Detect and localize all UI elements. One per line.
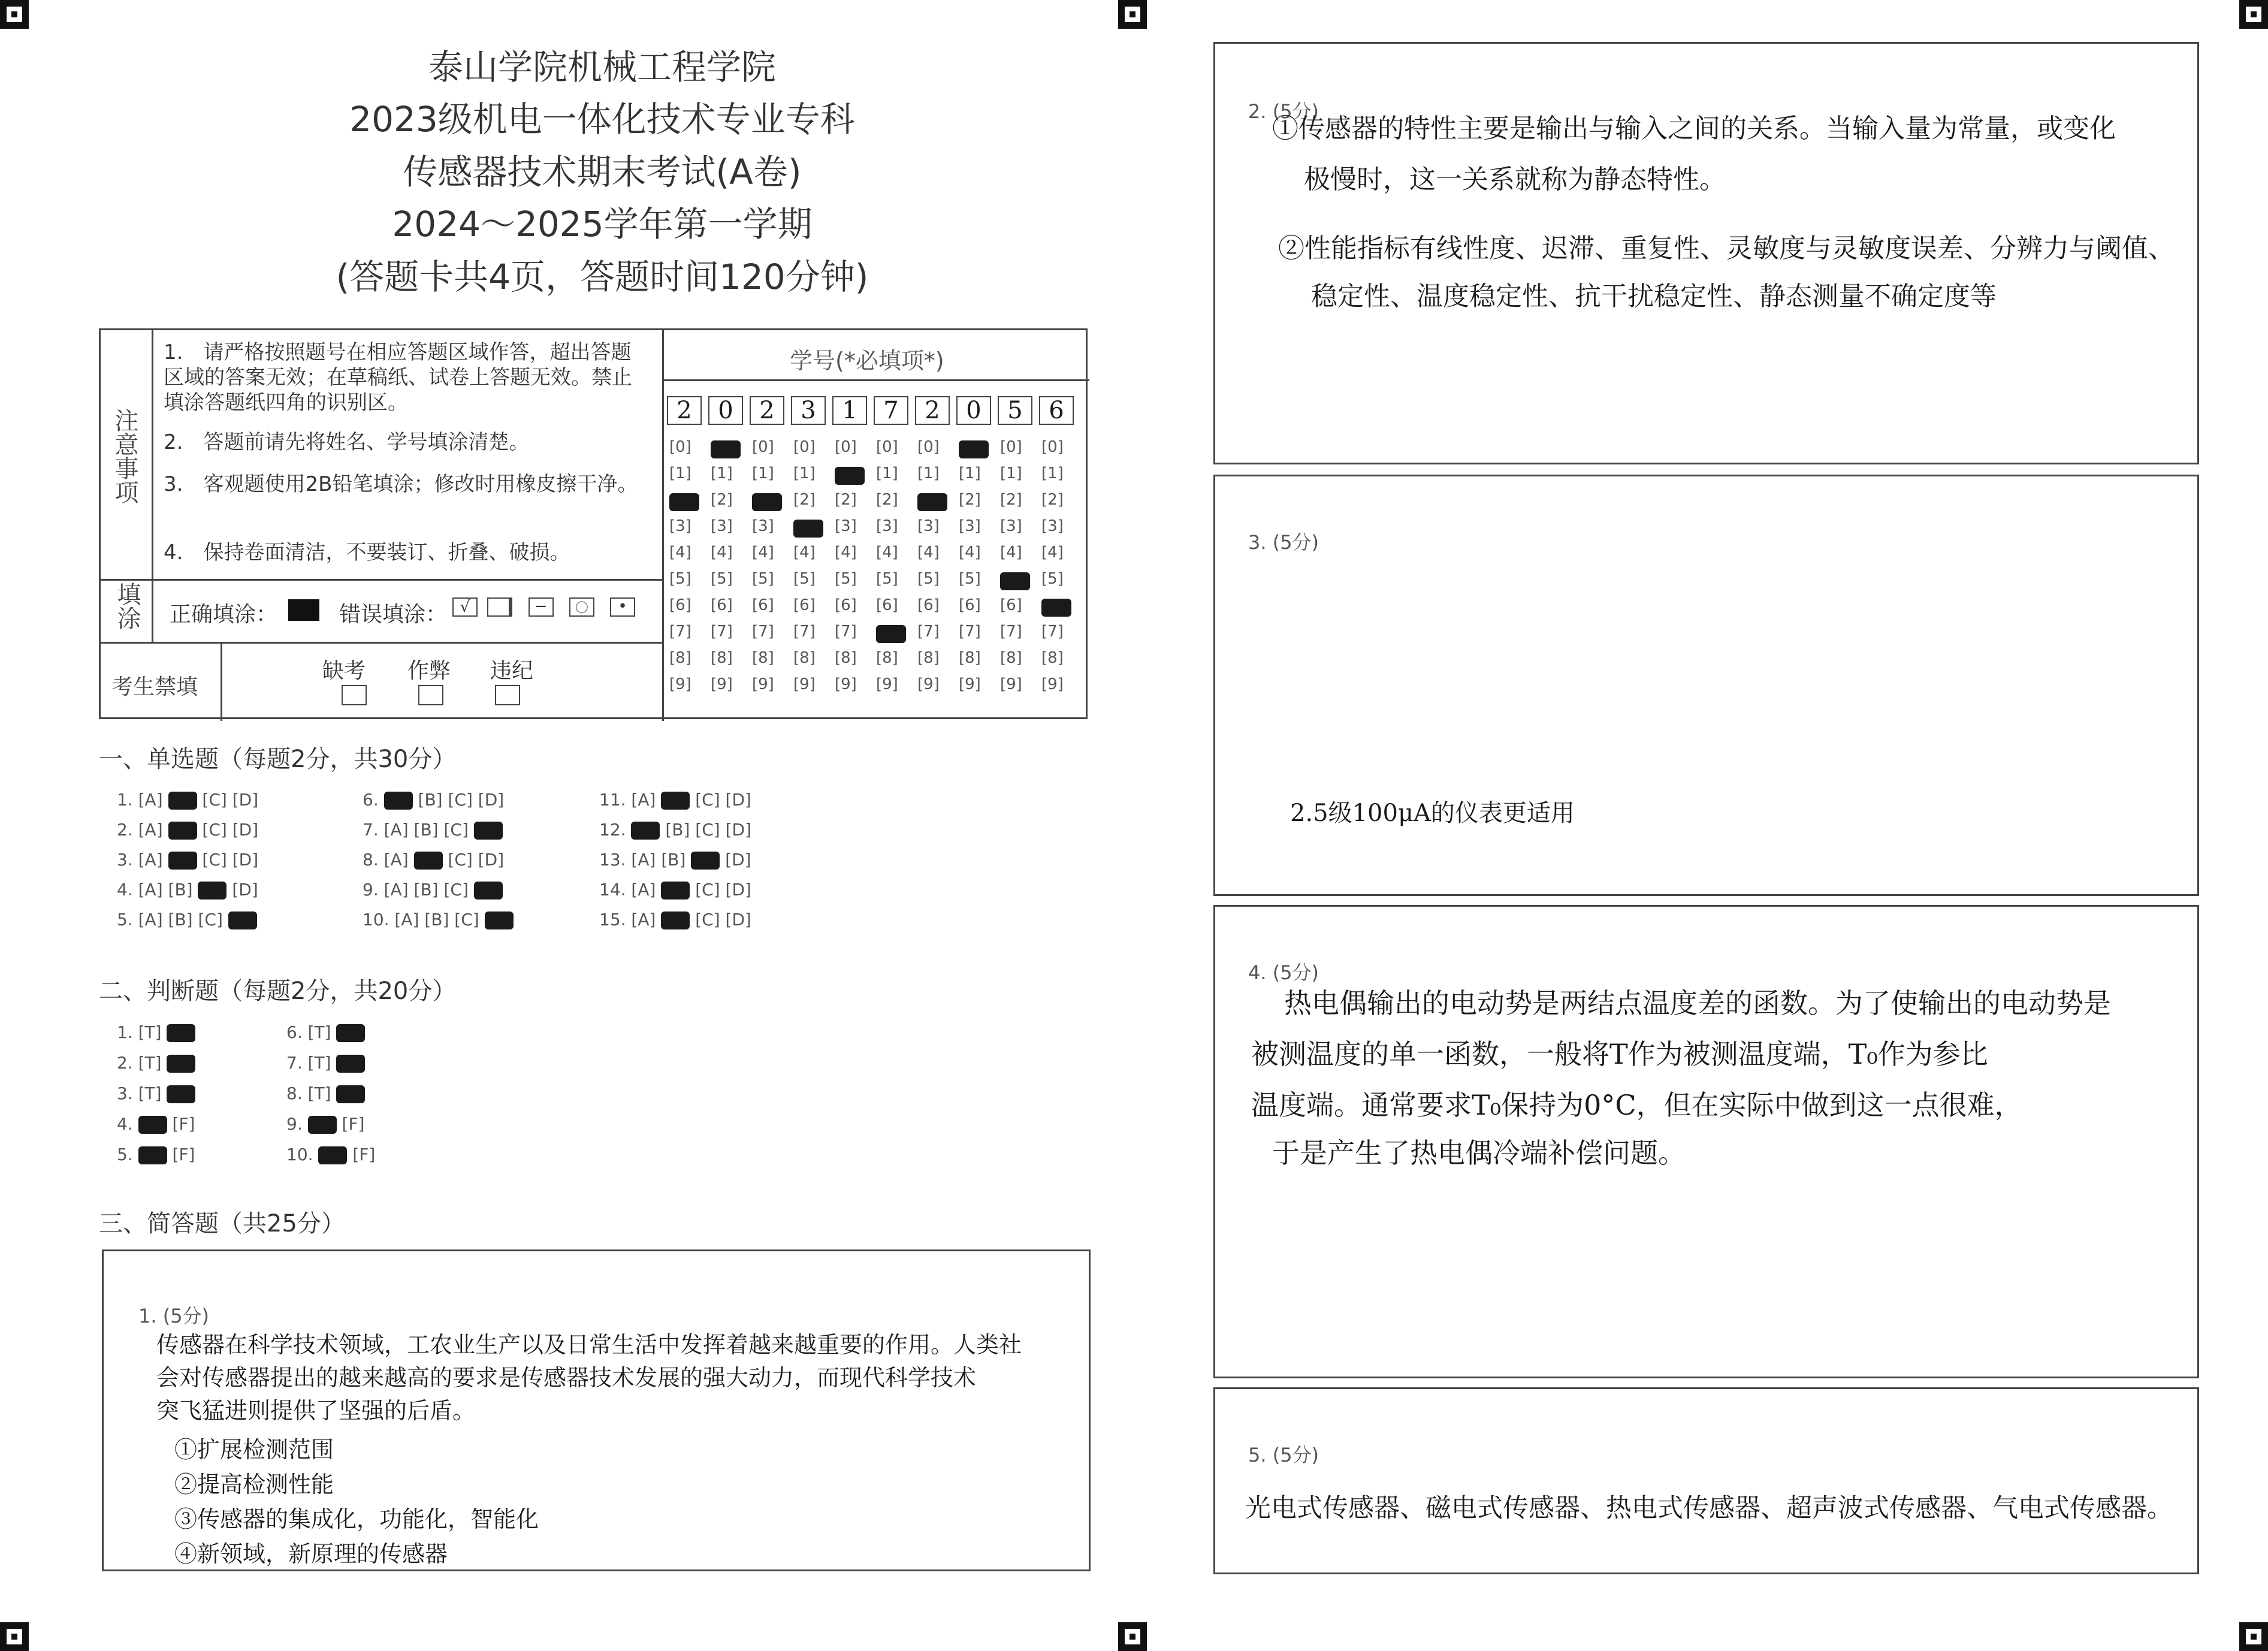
- id-bubble[interactable]: [876, 625, 906, 643]
- id-bubble[interactable]: [0]: [793, 438, 816, 456]
- id-bubble[interactable]: [3]: [1041, 517, 1064, 535]
- violation-label: 违纪: [490, 659, 534, 683]
- id-bubble[interactable]: [6]: [669, 596, 691, 614]
- q1-answer-line: 会对传感器提出的越来越高的要求是传感器技术发展的强大动力，而现代科学技术: [156, 1365, 977, 1391]
- id-bubble[interactable]: [0]: [876, 438, 898, 456]
- filled-bubble[interactable]: [691, 852, 720, 870]
- id-bubble[interactable]: [2]: [835, 491, 857, 509]
- id-bubble[interactable]: [5]: [835, 570, 857, 588]
- section2-title: 二、判断题（每题2分，共20分）: [99, 977, 457, 1005]
- q1-answer-box[interactable]: [102, 1249, 1091, 1571]
- q3-label: 3. (5分): [1248, 531, 1319, 554]
- corner-mark-bottom-center: [1118, 1622, 1147, 1651]
- mc-row[interactable]: 8. [A] [C] [D]: [363, 850, 505, 870]
- q3-answer: 2.5级100μA的仪表更适用: [1290, 799, 1575, 827]
- id-bubble[interactable]: [8]: [711, 649, 733, 667]
- notice-item-1: 1. 请严格按照题号在相应答题区域作答，超出答题区域的答案无效；在草稿纸、试卷上答题无效。禁止填涂答题纸四角的识别区。: [164, 340, 632, 415]
- id-bubble[interactable]: [6]: [711, 596, 733, 614]
- id-digit-cell: 0: [708, 396, 743, 425]
- mc-row[interactable]: 2. [A] [C] [D]: [117, 820, 259, 840]
- mc-row[interactable]: 5. [A] [B] [C]: [117, 910, 257, 929]
- id-bubble[interactable]: [2]: [876, 491, 898, 509]
- q1-answer-line: ④新领域，新原理的传感器: [174, 1541, 448, 1567]
- id-bubble[interactable]: [9]: [1041, 675, 1064, 693]
- corner-mark-top-left: [0, 0, 29, 29]
- id-bubble[interactable]: [6]: [1000, 596, 1022, 614]
- student-id-bubble-grid[interactable]: [667, 438, 1080, 702]
- id-bubble[interactable]: [0]: [1041, 438, 1064, 456]
- id-bubble[interactable]: [5]: [876, 570, 898, 588]
- id-bubble[interactable]: [4]: [793, 544, 816, 562]
- filled-bubble[interactable]: [336, 1024, 365, 1042]
- absent-checkbox[interactable]: [342, 685, 367, 705]
- q1-answer-line: ①扩展检测范围: [174, 1436, 334, 1463]
- filled-bubble[interactable]: [167, 1024, 195, 1042]
- filled-bubble[interactable]: [228, 911, 257, 929]
- id-bubble[interactable]: [917, 493, 947, 511]
- id-digit-cell: 7: [874, 396, 908, 425]
- id-bubble[interactable]: [9]: [835, 675, 857, 693]
- id-bubble[interactable]: [3]: [669, 517, 691, 535]
- header-line-3: 传感器技术期末考试(A卷): [403, 152, 802, 192]
- id-bubble[interactable]: [3]: [835, 517, 857, 535]
- id-digit-cell: 2: [915, 396, 950, 425]
- q2-answer-box[interactable]: [1213, 42, 2199, 464]
- id-bubble[interactable]: [7]: [917, 623, 940, 641]
- filled-bubble[interactable]: [661, 911, 690, 929]
- filled-bubble[interactable]: [631, 822, 660, 840]
- id-bubble[interactable]: [8]: [793, 649, 816, 667]
- id-bubble[interactable]: [5]: [711, 570, 733, 588]
- notice-panel: [99, 328, 1088, 719]
- filled-bubble[interactable]: [661, 792, 690, 810]
- tf-row[interactable]: 5. [F]: [117, 1145, 195, 1164]
- id-bubble[interactable]: [3]: [711, 517, 733, 535]
- id-bubble[interactable]: [3]: [917, 517, 940, 535]
- id-bubble[interactable]: [2]: [959, 491, 981, 509]
- notice-item-3: 3. 客观题使用2B铅笔填涂；修改时用橡皮擦干净。: [164, 472, 638, 496]
- id-bubble[interactable]: [7]: [835, 623, 857, 641]
- filled-bubble[interactable]: [168, 852, 197, 870]
- tf-row[interactable]: 4. [F]: [117, 1114, 195, 1134]
- q5-answer-box[interactable]: [1213, 1387, 2199, 1574]
- id-bubble[interactable]: [9]: [711, 675, 733, 693]
- filled-bubble[interactable]: [168, 792, 197, 810]
- filled-bubble[interactable]: [138, 1116, 167, 1134]
- id-bubble[interactable]: [8]: [752, 649, 774, 667]
- id-bubble[interactable]: [7]: [959, 623, 981, 641]
- id-bubble[interactable]: [2]: [1041, 491, 1064, 509]
- q5-answer: 光电式传感器、磁电式传感器、热电式传感器、超声波式传感器、气电式传感器。: [1245, 1493, 2173, 1523]
- cheat-label: 作弊: [407, 659, 451, 683]
- tf-row[interactable]: 8. [T]: [286, 1083, 365, 1103]
- id-bubble[interactable]: [7]: [1000, 623, 1022, 641]
- q1-label: 1. (5分): [138, 1305, 210, 1327]
- q4-answer-line: 于是产生了热电偶冷端补偿问题。: [1272, 1137, 1686, 1169]
- section1-title: 一、单选题（每题2分，共30分）: [99, 745, 457, 773]
- tf-row[interactable]: 9. [F]: [286, 1114, 365, 1134]
- filled-bubble[interactable]: [318, 1146, 347, 1164]
- id-bubble[interactable]: [669, 493, 699, 511]
- id-digit-cell: 2: [750, 396, 784, 425]
- id-bubble[interactable]: [959, 440, 989, 458]
- q4-answer-line: 热电偶输出的电动势是两结点温度差的函数。为了使输出的电动势是: [1284, 987, 2111, 1019]
- id-bubble[interactable]: [6]: [959, 596, 981, 614]
- id-bubble[interactable]: [0]: [669, 438, 691, 456]
- header-line-2: 2023级机电一体化技术专业专科: [349, 99, 855, 140]
- tf-row[interactable]: 3. [T]: [117, 1083, 195, 1103]
- id-bubble[interactable]: [8]: [1000, 649, 1022, 667]
- id-bubble[interactable]: [5]: [669, 570, 691, 588]
- id-bubble[interactable]: [1]: [1000, 464, 1022, 482]
- filled-bubble[interactable]: [308, 1116, 337, 1134]
- tf-row[interactable]: 6. [T]: [286, 1022, 365, 1042]
- q2-answer-line: ①传感器的特性主要是输出与输入之间的关系。当输入量为常量，或变化: [1272, 113, 2116, 144]
- student-id-label: 学号(*必填项*): [790, 348, 944, 374]
- id-bubble[interactable]: [4]: [835, 544, 857, 562]
- q4-answer-line: 被测温度的单一函数，一般将T作为被测温度端，T₀作为参比: [1251, 1038, 1988, 1070]
- id-bubble[interactable]: [1041, 599, 1071, 617]
- mc-row[interactable]: 14. [A] [C] [D]: [599, 880, 751, 900]
- correct-fill-example: [288, 599, 319, 621]
- header-line-4: 2024～2025学年第一学期: [392, 204, 813, 245]
- filled-bubble[interactable]: [414, 852, 443, 870]
- notice-item-2: 2. 答题前请先将姓名、学号填涂清楚。: [164, 430, 530, 454]
- mc-row[interactable]: 7. [A] [B] [C]: [363, 820, 503, 840]
- correct-fill-label: 正确填涂：: [170, 602, 278, 627]
- id-bubble[interactable]: [4]: [669, 544, 691, 562]
- id-bubble[interactable]: [7]: [711, 623, 733, 641]
- id-bubble[interactable]: [0]: [835, 438, 857, 456]
- id-bubble[interactable]: [835, 467, 865, 485]
- id-bubble[interactable]: [4]: [1041, 544, 1064, 562]
- filled-bubble[interactable]: [167, 1055, 195, 1073]
- id-bubble[interactable]: [2]: [711, 491, 733, 509]
- mc-row[interactable]: 15. [A] [C] [D]: [599, 910, 751, 929]
- notice-side-label: 注意事项: [111, 408, 138, 504]
- id-bubble[interactable]: [1]: [711, 464, 733, 482]
- student-id-cells: [667, 396, 1080, 427]
- mc-row[interactable]: 12. [B] [C] [D]: [599, 820, 752, 840]
- q2-label: 2. (5分): [1248, 100, 1319, 123]
- id-bubble[interactable]: [9]: [917, 675, 940, 693]
- tf-row[interactable]: 10. [F]: [286, 1145, 376, 1164]
- wrong-fill-examples: √ − ○ •: [452, 597, 635, 617]
- id-bubble[interactable]: [1]: [876, 464, 898, 482]
- filled-bubble[interactable]: [138, 1146, 167, 1164]
- filled-bubble[interactable]: [336, 1085, 365, 1103]
- id-bubble[interactable]: [9]: [959, 675, 981, 693]
- mc-row[interactable]: 4. [A] [B] [D]: [117, 880, 258, 900]
- id-bubble[interactable]: [8]: [669, 649, 691, 667]
- filled-bubble[interactable]: [336, 1055, 365, 1073]
- q1-answer-line: ②提高检测性能: [174, 1471, 334, 1498]
- id-bubble[interactable]: [1]: [669, 464, 691, 482]
- id-bubble[interactable]: [752, 493, 782, 511]
- q1-answer-line: ③传感器的集成化，功能化，智能化: [174, 1506, 539, 1532]
- id-bubble[interactable]: [1000, 572, 1030, 590]
- q5-label: 5. (5分): [1248, 1444, 1319, 1466]
- id-bubble[interactable]: [711, 440, 741, 458]
- id-bubble[interactable]: [8]: [959, 649, 981, 667]
- id-bubble[interactable]: [1]: [752, 464, 774, 482]
- id-bubble[interactable]: [9]: [1000, 675, 1022, 693]
- id-bubble[interactable]: [3]: [959, 517, 981, 535]
- id-bubble[interactable]: [0]: [1000, 438, 1022, 456]
- id-bubble[interactable]: [3]: [752, 517, 774, 535]
- id-bubble[interactable]: [2]: [793, 491, 816, 509]
- q2-answer-line: ②性能指标有线性度、迟滞、重复性、灵敏度与灵敏度误差、分辨力与阈值、: [1278, 233, 2175, 264]
- id-bubble[interactable]: [5]: [959, 570, 981, 588]
- id-bubble[interactable]: [2]: [1000, 491, 1022, 509]
- id-bubble[interactable]: [793, 520, 823, 538]
- filled-bubble[interactable]: [485, 911, 514, 929]
- id-bubble[interactable]: [5]: [793, 570, 816, 588]
- id-digit-cell: 1: [832, 396, 867, 425]
- filled-bubble[interactable]: [661, 882, 690, 900]
- id-bubble[interactable]: [7]: [752, 623, 774, 641]
- banned-label: 考生禁填: [111, 675, 198, 699]
- id-bubble[interactable]: [5]: [917, 570, 940, 588]
- id-bubble[interactable]: [6]: [835, 596, 857, 614]
- id-bubble[interactable]: [6]: [876, 596, 898, 614]
- id-digit-cell: 5: [998, 396, 1032, 425]
- id-bubble[interactable]: [0]: [752, 438, 774, 456]
- id-bubble[interactable]: [8]: [917, 649, 940, 667]
- corner-mark-bottom-right: [2239, 1622, 2268, 1651]
- id-bubble[interactable]: [1]: [1041, 464, 1064, 482]
- mc-row[interactable]: 1. [A] [C] [D]: [117, 790, 259, 810]
- id-bubble[interactable]: [4]: [876, 544, 898, 562]
- filled-bubble[interactable]: [384, 792, 413, 810]
- filled-bubble[interactable]: [167, 1085, 195, 1103]
- corner-mark-bottom-left: [0, 1622, 29, 1651]
- id-bubble[interactable]: [6]: [752, 596, 774, 614]
- notice-item-4: 4. 保持卷面清洁，不要装订、折叠、破损。: [164, 541, 570, 565]
- cheat-checkbox[interactable]: [418, 685, 443, 705]
- id-bubble[interactable]: [9]: [876, 675, 898, 693]
- id-digit-cell: 0: [956, 396, 991, 425]
- id-bubble[interactable]: [4]: [959, 544, 981, 562]
- q1-answer-line: 传感器在科学技术领域，工农业生产以及日常生活中发挥着越来越重要的作用。人类社: [156, 1332, 1022, 1358]
- id-bubble[interactable]: [9]: [752, 675, 774, 693]
- tf-row[interactable]: 1. [T]: [117, 1022, 195, 1042]
- q2-answer-line: 稳定性、温度稳定性、抗干扰稳定性、静态测量不确定度等: [1311, 281, 1997, 312]
- id-bubble[interactable]: [1]: [917, 464, 940, 482]
- q2-answer-line: 极慢时，这一关系就称为静态特性。: [1304, 164, 1726, 195]
- id-bubble[interactable]: [8]: [835, 649, 857, 667]
- q4-answer-box[interactable]: [1213, 905, 2199, 1378]
- mc-row[interactable]: 6. [B] [C] [D]: [363, 790, 505, 810]
- fill-label: 填涂: [113, 582, 141, 630]
- id-bubble[interactable]: [7]: [793, 623, 816, 641]
- id-bubble[interactable]: [7]: [669, 623, 691, 641]
- q4-label: 4. (5分): [1248, 961, 1319, 984]
- filled-bubble[interactable]: [474, 882, 503, 900]
- id-bubble[interactable]: [6]: [793, 596, 816, 614]
- id-bubble[interactable]: [4]: [917, 544, 940, 562]
- id-digit-cell: 3: [791, 396, 826, 425]
- tf-row[interactable]: 7. [T]: [286, 1053, 365, 1073]
- id-bubble[interactable]: [4]: [1000, 544, 1022, 562]
- id-digit-cell: 6: [1039, 396, 1074, 425]
- id-bubble[interactable]: [5]: [752, 570, 774, 588]
- tf-row[interactable]: 2. [T]: [117, 1053, 195, 1073]
- id-digit-cell: 2: [667, 396, 702, 425]
- id-bubble[interactable]: [3]: [1000, 517, 1022, 535]
- id-bubble[interactable]: [0]: [917, 438, 940, 456]
- violation-checkbox[interactable]: [495, 685, 520, 705]
- mc-row[interactable]: 10. [A] [B] [C]: [363, 910, 514, 929]
- id-bubble[interactable]: [4]: [711, 544, 733, 562]
- id-bubble[interactable]: [6]: [917, 596, 940, 614]
- absent-label: 缺考: [322, 659, 366, 683]
- id-bubble[interactable]: [4]: [752, 544, 774, 562]
- corner-mark-top-center: [1118, 0, 1147, 29]
- q1-answer-line: 突飞猛进则提供了坚强的后盾。: [156, 1398, 476, 1424]
- mc-row[interactable]: 9. [A] [B] [C]: [363, 880, 503, 900]
- filled-bubble[interactable]: [474, 822, 503, 840]
- mc-row[interactable]: 13. [A] [B] [D]: [599, 850, 751, 870]
- id-bubble[interactable]: [1]: [959, 464, 981, 482]
- filled-bubble[interactable]: [198, 882, 227, 900]
- id-bubble[interactable]: [9]: [793, 675, 816, 693]
- q4-answer-line: 温度端。通常要求T₀保持为0°C，但在实际中做到这一点很难，: [1251, 1089, 2022, 1121]
- id-bubble[interactable]: [7]: [1041, 623, 1064, 641]
- wrong-fill-label: 错误填涂：: [339, 602, 448, 627]
- id-bubble[interactable]: [5]: [1041, 570, 1064, 588]
- q3-answer-box[interactable]: [1213, 475, 2199, 896]
- section3-title: 三、简答题（共25分）: [99, 1210, 345, 1238]
- filled-bubble[interactable]: [168, 822, 197, 840]
- mc-row[interactable]: 11. [A] [C] [D]: [599, 790, 751, 810]
- mc-row[interactable]: 3. [A] [C] [D]: [117, 850, 259, 870]
- id-bubble[interactable]: [9]: [669, 675, 691, 693]
- header-line-1: 泰山学院机械工程学院: [428, 47, 776, 87]
- id-bubble[interactable]: [3]: [876, 517, 898, 535]
- corner-mark-top-right: [2239, 0, 2268, 29]
- id-bubble[interactable]: [1]: [793, 464, 816, 482]
- header-line-5: (答题卡共4页，答题时间120分钟): [336, 256, 869, 297]
- id-bubble[interactable]: [8]: [876, 649, 898, 667]
- id-bubble[interactable]: [8]: [1041, 649, 1064, 667]
